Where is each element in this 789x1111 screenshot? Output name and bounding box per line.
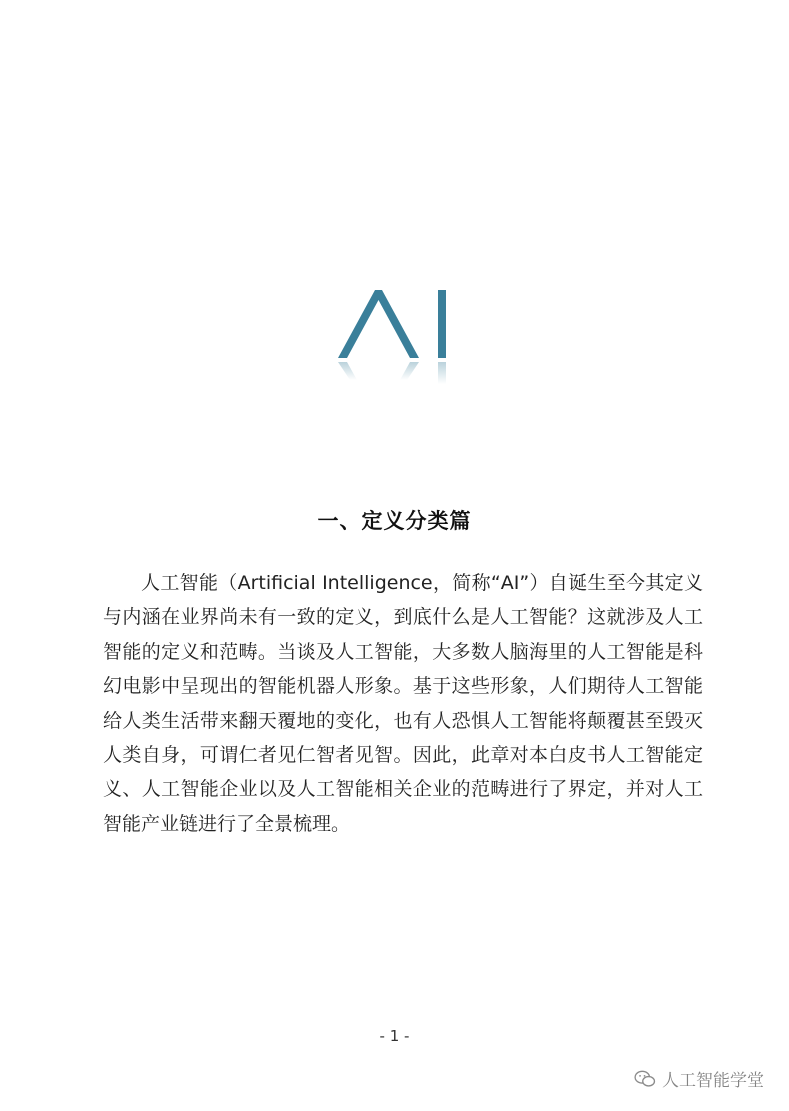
watermark [634,1066,764,1091]
wechat-icon [634,1070,656,1088]
watermark-text: 人工智能学堂 [662,1071,764,1091]
logo-reflection [338,362,446,384]
section-title: 一、定义分类篇 [317,509,472,533]
body-paragraph: 人工智能（Artificial Intelligence，简称“AI”）自诞生至今其定义与内涵在业界尚未有一致的定义，到底什么是人工智能？这就涉及人工智能的定义和范畴。当谈及人工智能，大多数人脑海里的人工智能是科幻电影中呈现出的智能机器人形象。基于这些形象，人们期待人工智能给人类生活带来翻天覆地的变化，也有人恐惧人工智能将颠覆甚至毁灭人类自身，可谓仁者见仁智者见智。因此，此章对本白皮书人工智能定义、人工智能企业以及人工智能相关企业的范畴进行了界定，并对人工智能产业链进行了全景梳理。 [103,572,703,835]
logo-letter-i [438,290,446,358]
logo-letter-a [338,290,419,358]
page-number: - 1 - [379,1027,410,1045]
ai-logo-graphic [330,285,460,395]
ai-logo [330,285,460,395]
